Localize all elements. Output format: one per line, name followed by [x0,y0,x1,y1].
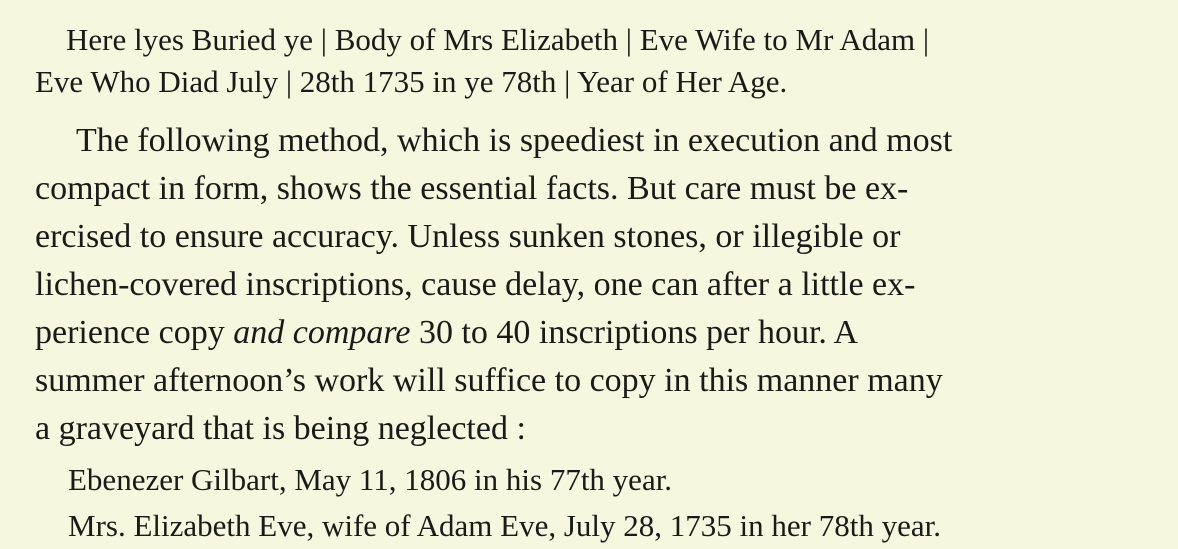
epitaph-line-2: Eve Who Diad July | 28th 1735 in ye 78th | Year of Her Age. [35,64,788,99]
epitaph-line-1: Here lyes Buried ye | Body of Mrs Elizabeth | Eve Wife to Mr Adam | [66,22,930,57]
paragraph-line-5 [35,316,858,350]
paragraph-line-2: compact in form, shows the essential facts. But care must be ex- [35,170,909,207]
paragraph-line-6: summer afternoon’s work will suffice to copy in this manner many [35,362,943,399]
paragraph-line-7: a graveyard that is being neglected : [35,410,526,447]
paragraph-line-4: lichen-covered inscriptions, cause delay, one can after a little ex- [35,266,916,303]
record-line-2: Mrs. Elizabeth Eve, wife of Adam Eve, July 28, 1735 in her 78th year. [68,508,941,543]
paragraph-line-3: ercised to ensure accuracy. Unless sunken stones, or illegible or [35,218,901,255]
paragraph-line-1: The following method, which is speediest in execution and most [76,122,953,159]
paragraph-line-5-end: 30 to 40 inscriptions per hour. A [418,314,859,351]
record-line-1: Ebenezer Gilbart, May 11, 1806 in his 77th year. [68,462,673,497]
emphasis-and-compare: and compare [233,314,411,351]
paragraph-line-5-start: perience copy [35,314,225,351]
